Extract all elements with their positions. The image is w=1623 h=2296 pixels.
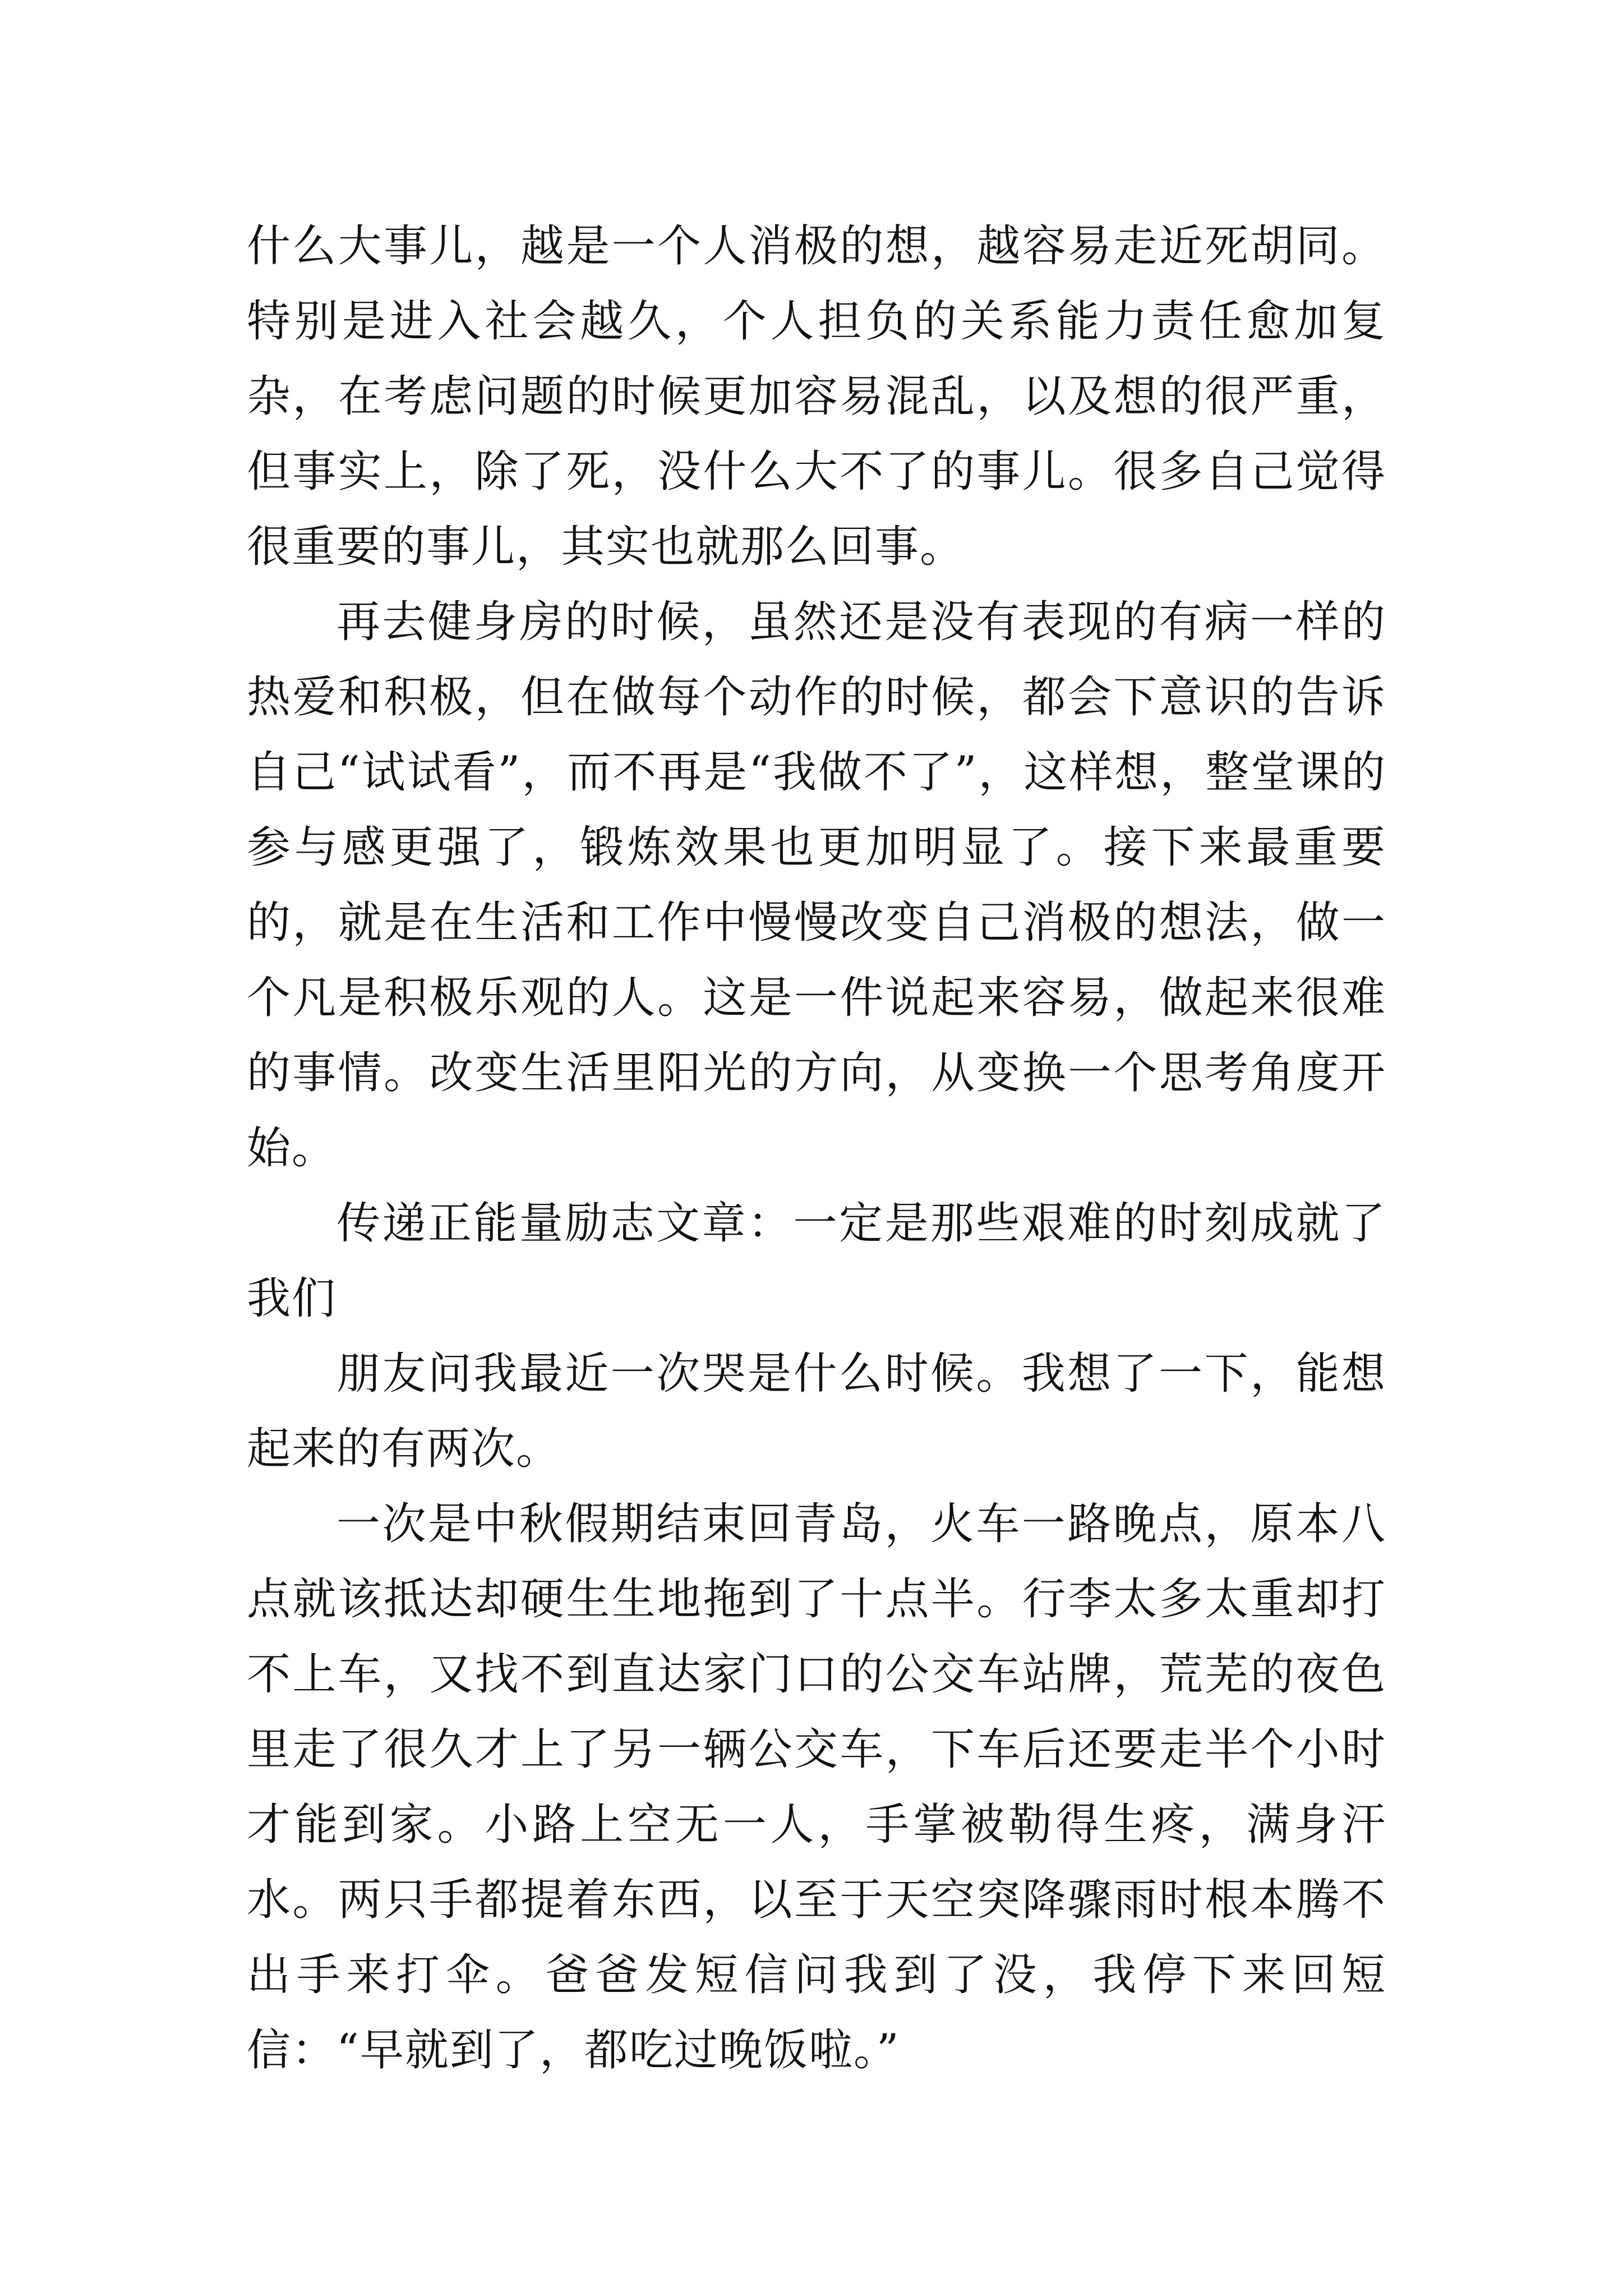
paragraph-2: 再去健身房的时候，虽然还是没有表现的有病一样的热爱和积极，但在做每个动作的时候，都会下意识的告诉自己“试试看”，而不再是“我做不了”，这样想，整堂课的参与感更强了，锻炼效果也更加明显了。接下来最重要的，就是在生活和工作中慢慢改变自己消极的想法，做一个凡是积极乐观的人。这是一件说起来容易，做起来很难的事情。改变生活里阳光的方向，从变换一个思考角度开始。 [247,597,1386,1174]
document-body [247,209,1386,2088]
paragraph-3-heading: 传递正能量励志文章：一定是那些艰难的时刻成就了我们 [247,1198,1386,1324]
paragraph-5: 一次是中秋假期结束回青岛，火车一路晚点，原本八点就该抵达却硬生生地拖到了十点半。行李太多太重却打不上车，又找不到直达家门口的公交车站牌，荒芜的夜色里走了很久才上了另一辆公交车，下车后还要走半个小时才能到家。小路上空无一人，手掌被勒得生疼，满身汗水。两只手都提着东西，以至于天空突降骤雨时根本腾不出手来打伞。爸爸发短信问我到了没，我停下来回短信：“早就到了，都吃过晚饭啦。” [247,1499,1386,2076]
paragraph-4: 朋友问我最近一次哭是什么时候。我想了一下，能想起来的有两次。 [247,1349,1386,1474]
paragraph-1: 什么大事儿，越是一个人消极的想，越容易走近死胡同。特别是进入社会越久，个人担负的关系能力责任愈加复杂，在考虑问题的时候更加容易混乱，以及想的很严重，但事实上，除了死，没什么大不了的事儿。很多自己觉得很重要的事儿，其实也就那么回事。 [247,221,1386,572]
